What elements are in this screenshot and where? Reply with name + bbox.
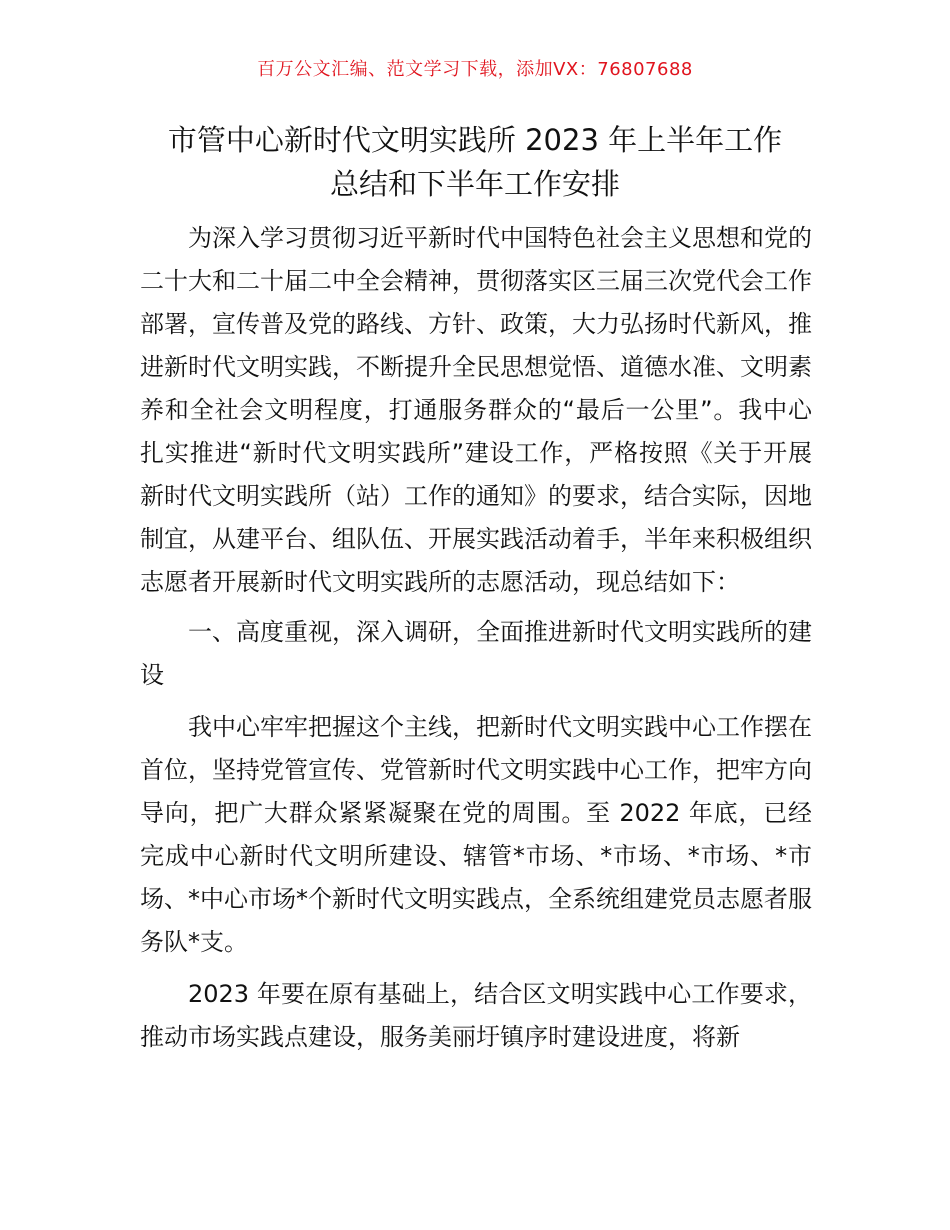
paragraph-intro: 为深入学习贯彻习近平新时代中国特色社会主义思想和党的二十大和二十届二中全会精神，贯彻落实区三届三次党代会工作部署，宣传普及党的路线、方针、政策，大力弘扬时代新风，推进新时代文明实践，不断提升全民思想觉悟、道德水准、文明素养和全社会文明程度，打通服务群众的“最后一公里”。我中心扎实推进“新时代文明实践所”建设工作，严格按照《关于开展新时代文明实践所（站）工作的通知》的要求，结合实际，因地制宜，从建平台、组队伍、开展实践活动着手，半年来积极组织志愿者开展新时代文明实践所的志愿活动，现总结如下：: [140, 224, 812, 596]
header-note: 百万公文汇编、范文学习下载，添加VX：76807688: [257, 59, 693, 80]
document-title: [140, 118, 810, 206]
section-heading-1: 一、高度重视，深入调研，全面推进新时代文明实践所的建设: [140, 618, 812, 689]
paragraph-2023-plan: 2023 年要在原有基础上，结合区文明实践中心工作要求，推动市场实践点建设，服务美丽圩镇序时建设进度，将新: [140, 980, 812, 1051]
paragraph-section-1: 我中心牢牢把握这个主线，把新时代文明实践中心工作摆在首位，坚持党管宣传、党管新时代文明实践中心工作，把牢方向导向，把广大群众紧紧凝聚在党的周围。至 2022 年底，已经完成中心新时代文明所建设、辖管*市场、*市场、*市场、*市场、*中心市场*个新时代文明实践点，全系统组建党员志愿者服务队*支。: [140, 713, 812, 956]
document-body: [140, 217, 812, 1059]
title-line-2: 总结和下半年工作安排: [329, 167, 620, 201]
title-line-1: 市管中心新时代文明实践所 2023 年上半年工作: [167, 123, 783, 157]
